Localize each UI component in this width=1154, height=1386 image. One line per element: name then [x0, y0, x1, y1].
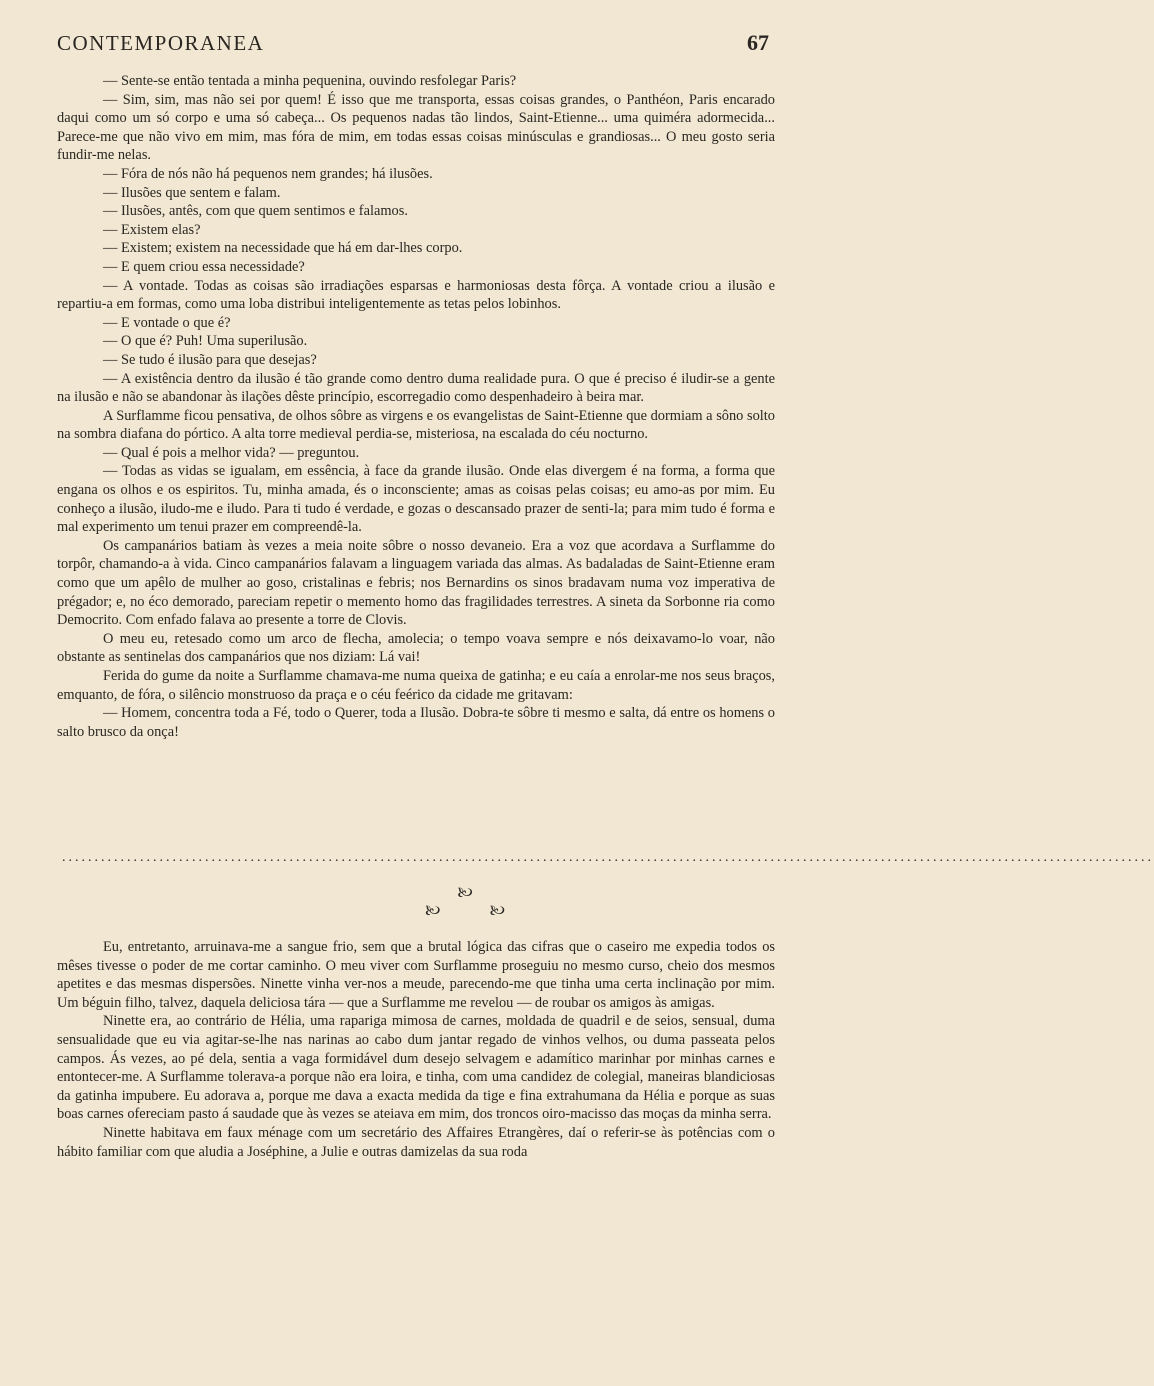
paragraph: — A vontade. Todas as coisas são irradiações esparsas e harmoniosas desta fôrça. A vontade criou a ilusão e repartiu-a em formas, como uma loba distribui inteligentemente as tetas pelos lobinhos. [57, 277, 775, 313]
body-text-upper [57, 72, 775, 741]
paragraph: — Qual é pois a melhor vida? — preguntou. [103, 444, 360, 461]
paragraph: — O que é? Puh! Uma superilusão. [103, 333, 308, 350]
page-number: 67 [747, 30, 769, 55]
paragraph: Ninette era, ao contrário de Hélia, uma rapariga mimosa de carnes, moldada de quadril e de seios, sensual, duma sensualidade que eu via agitar-se-lhe nas narinas ao cabo dum jantar regado de vinhos velhos, ou duma passeata pelos campos. Ás vezes, ao pé dela, sentia a vaga formidável dum desejo selvagem e adamítico marinhar por minhas carnes e entontecer-me. A Surflamme tolerava-a porque não era loira, e tinha, com uma candidez de colegial, maneiras blandiciosas da gatinha impubere. Eu adorava a, porque me dava a exacta medida da tige e fina extrahumana da Hélia e porque as suas boas carnes ofereciam pasto á saudade que às vezes se ateiava em mim, dos troncos oiro-macisso das moças da minha serra. [57, 1013, 775, 1123]
paragraph: — Existem; existem na necessidade que há em dar-lhes corpo. [103, 240, 463, 257]
running-head [57, 30, 769, 58]
dotted-separator: ........................................................................................................................................................................ [62, 850, 1154, 865]
paragraph: — Se tudo é ilusão para que desejas? [103, 351, 317, 368]
paragraph: — Homem, concentra toda a Fé, todo o Querer, toda a Ilusão. Dobra-te sôbre ti mesmo e salta, dá entre os homens o salto brusco da onça! [57, 705, 775, 740]
paragraph: — Sente-se então tentada a minha pequenina, ouvindo resfolegar Paris? [103, 73, 517, 89]
fleuron-icon: 🙠 [457, 883, 473, 902]
paragraph: — Ilusões que sentem e falam. [103, 184, 281, 201]
paragraph: — Existem elas? [103, 221, 201, 238]
paragraph: Os campanários batiam às vezes a meia noite sôbre o nosso devaneio. Era a voz que acordava a Surflamme do torpôr, chamando-a à vida. Cinco campanários falavam a linguagem variada das almas. As badaladas de Saint-Etienne eram como que um apêlo de mulher ao goso, cristalinas e febris; nos Bernardins os sinos bradavam numa voz imperativa de prégador; e, no éco demorado, pareciam repetir o memento homo das fragilidades terrestres. A sineta da Sorbonne ria como Democrito. Com enfado falava ao presente a torre de Clovis. [57, 537, 775, 629]
paragraph: — Fóra de nós não há pequenos nem grandes; há ilusões. [103, 165, 433, 182]
running-title: CONTEMPORANEA [57, 31, 265, 55]
body-text-lower [57, 938, 775, 1161]
paragraph: — E vontade o que é? [103, 314, 231, 331]
paragraph: — Todas as vidas se igualam, em essência, à face da grande ilusão. Onde elas divergem é na forma, a forma que engana os olhos e os espiritos. Tu, minha amada, és o inconsciente; amas as coisas pelas coisas; eu amo-as por mim. Eu conheço a ilusão, iludo-me e iludo. Para ti tudo é verdade, e gozas o descansado prazer de senti-la; para mim tudo é forma e mal experimento um tenui prazer em compreendê-la. [57, 463, 775, 536]
paragraph: Eu, entretanto, arruinava-me a sangue frio, sem que a brutal lógica das cifras que o caseiro me expedia todos os mêses tivesse o poder de me cortar caminho. O meu viver com Surflamme proseguiu no mesmo curso, cheio dos mesmos apetites e das mesmas dispersões. Ninette vinha ver-nos a meude, parecendo-me que tinha uma certa inclinação por mim. Um béguin filho, talvez, daquela deliciosa tára — que a Surflamme me revelou — de roubar os amigos às amigas. [57, 939, 775, 1011]
ornament-bottom [0, 900, 930, 927]
paragraph: — E quem criou essa necessidade? [103, 258, 305, 275]
paragraph: Ninette habitava em faux ménage com um secretário des Affaires Etrangères, daí o referir-se às potências com o hábito familiar com que aludia a Joséphine, a Julie e outras damizelas da sua roda [57, 1124, 775, 1160]
paragraph: O meu eu, retesado como um arco de flecha, amolecia; o tempo voava sempre e nós deixavamo-lo voar, não obstante as sentinelas dos campanários que nos diziam: Lá vai! [57, 630, 775, 666]
fleuron-icon: 🙠 [424, 901, 441, 920]
fleuron-icon: 🙠 [489, 901, 506, 920]
paragraph: A Surflamme ficou pensativa, de olhos sôbre as virgens e os evangelistas de Saint-Etienne que dormiam a sôno solto na sombra diafana do pórtico. A alta torre medieval perdia-se, misteriosa, na escalada do céu nocturno. [57, 407, 775, 443]
paragraph: — A existência dentro da ilusão é tão grande como dentro duma realidade pura. O que é preciso é iludir-se a gente na ilusão e não se abandonar às ilações dêste princípio, escorregadio como despenhadeiro à beira mar. [57, 370, 775, 406]
paragraph: — Sim, sim, mas não sei por quem! É isso que me transporta, essas coisas grandes, o Panthéon, Paris encarado daqui como um só corpo e uma só cabeça... Os pequenos nadas tão lindos, Saint-Etienne... uma quiméra adormecida... Parece-me que não vivo em mim, mas fóra de mim, em todas essas coisas minúsculas e grandiosas... O meu gosto seria fundir-me nelas. [57, 91, 775, 164]
paragraph: Ferida do gume da noite a Surflamme chamava-me numa queixa de gatinha; e eu caía a enrolar-me nos seus braços, emquanto, de fóra, o silêncio monstruoso da praça e o céu feérico da cidade me gritavam: [57, 668, 775, 703]
paragraph: — Ilusões, antês, com que quem sentimos e falamos. [103, 203, 408, 220]
